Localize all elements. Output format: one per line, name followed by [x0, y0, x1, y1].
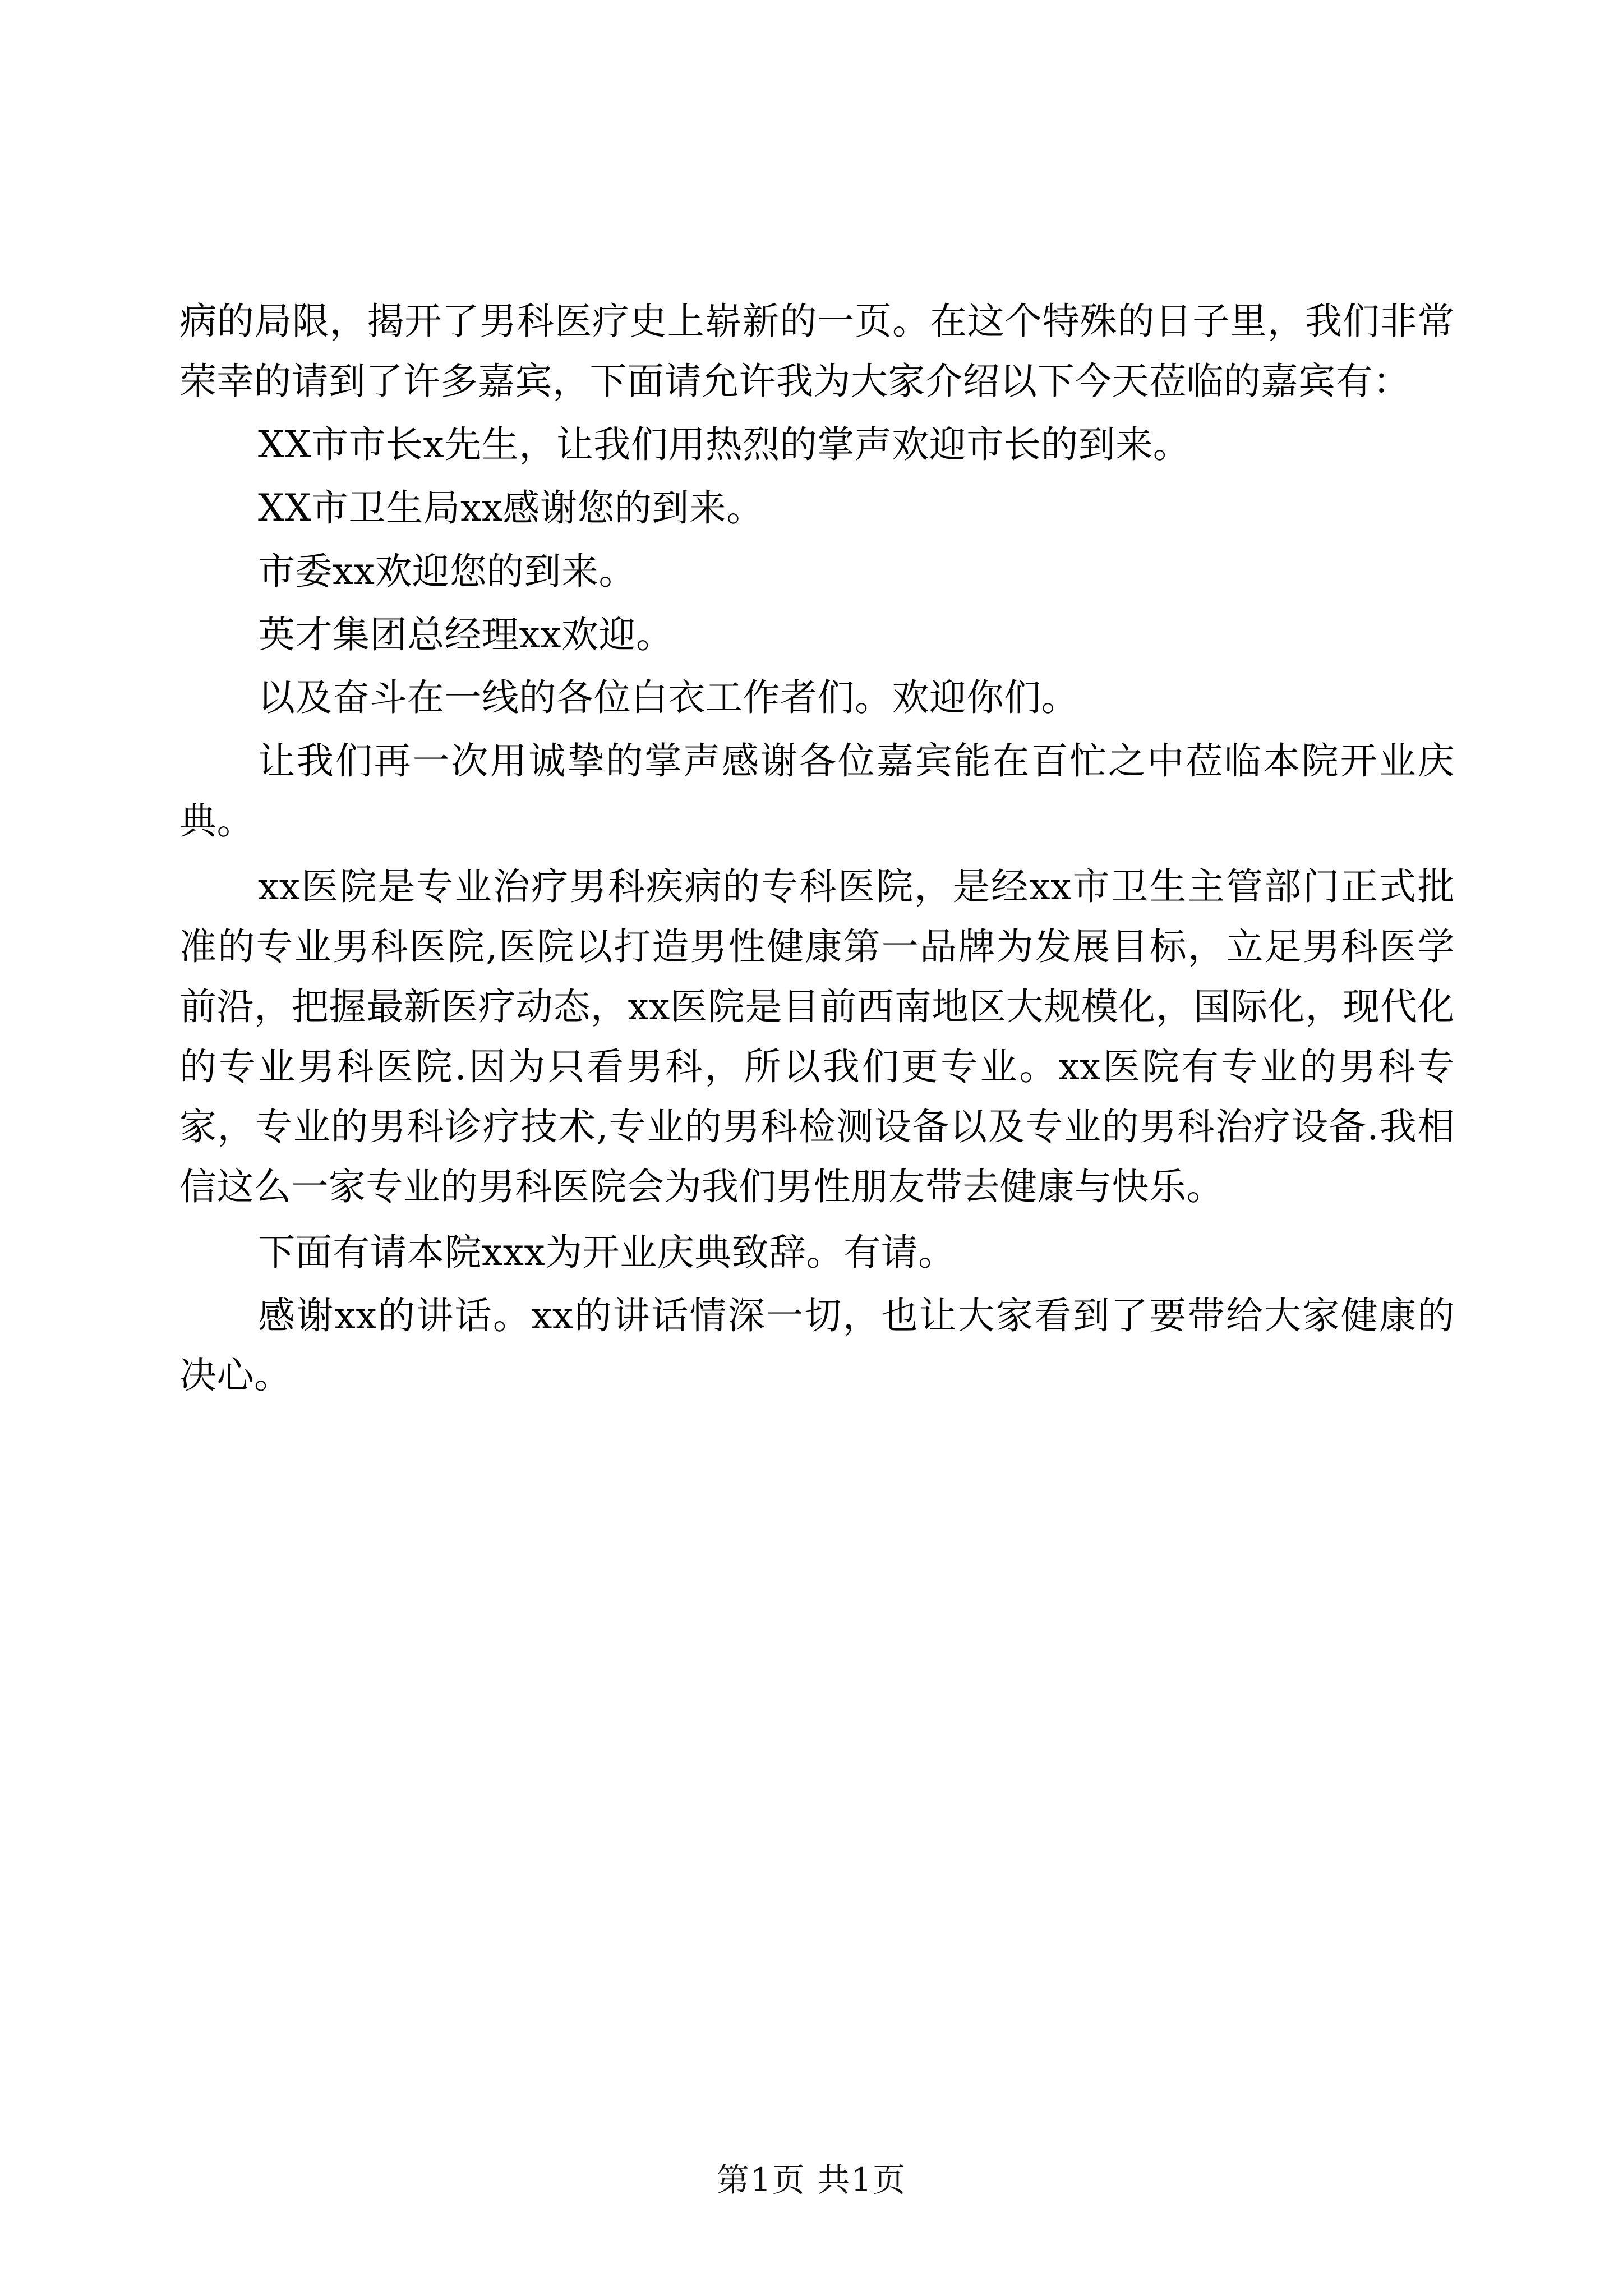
- paragraph: XX市市长x先生，让我们用热烈的掌声欢迎市长的到来。: [258, 422, 1191, 466]
- paragraph: XX市卫生局xx感谢您的到来。: [258, 486, 764, 530]
- paragraph: 下面有请本院xxx为开业庆典致辞。有请。: [258, 1230, 956, 1274]
- document-body: [179, 292, 1455, 1406]
- paragraph: 感谢xx的讲话。xx的讲话情深一切，也让大家看到了要带给大家健康的决心。: [179, 1294, 1455, 1397]
- paragraph: 病的局限，揭开了男科医疗史上崭新的一页。在这个特殊的日子里，我们非常荣幸的请到了许多嘉宾，下面请允许我为大家介绍以下今天莅临的嘉宾有：: [179, 300, 1455, 403]
- paragraph: xx医院是专业治疗男科疾病的专科医院，是经xx市卫生主管部门正式批准的专业男科医院,医院以打造男性健康第一品牌为发展目标，立足男科医学前沿，把握最新医疗动态，xx医院是目前西南地区大规模化，国际化，现代化的专业男科医院.因为只看男科，所以我们更专业。xx医院有专业的男科专家，专业的男科诊疗技术,专业的男科检测设备以及专业的男科治疗设备.我相信这么一家专业的男科医院会为我们男性朋友带去健康与快乐。: [179, 865, 1455, 1208]
- paragraph: 让我们再一次用诚挚的掌声感谢各位嘉宾能在百忙之中莅临本院开业庆典。: [179, 739, 1455, 843]
- paragraph: 市委xx欢迎您的到来。: [258, 549, 636, 593]
- page-footer: 第1页 共1页: [716, 2161, 907, 2199]
- paragraph: 英才集团总经理xx欢迎。: [258, 613, 674, 656]
- paragraph: 以及奋斗在一线的各位白衣工作者们。欢迎你们。: [258, 676, 1078, 720]
